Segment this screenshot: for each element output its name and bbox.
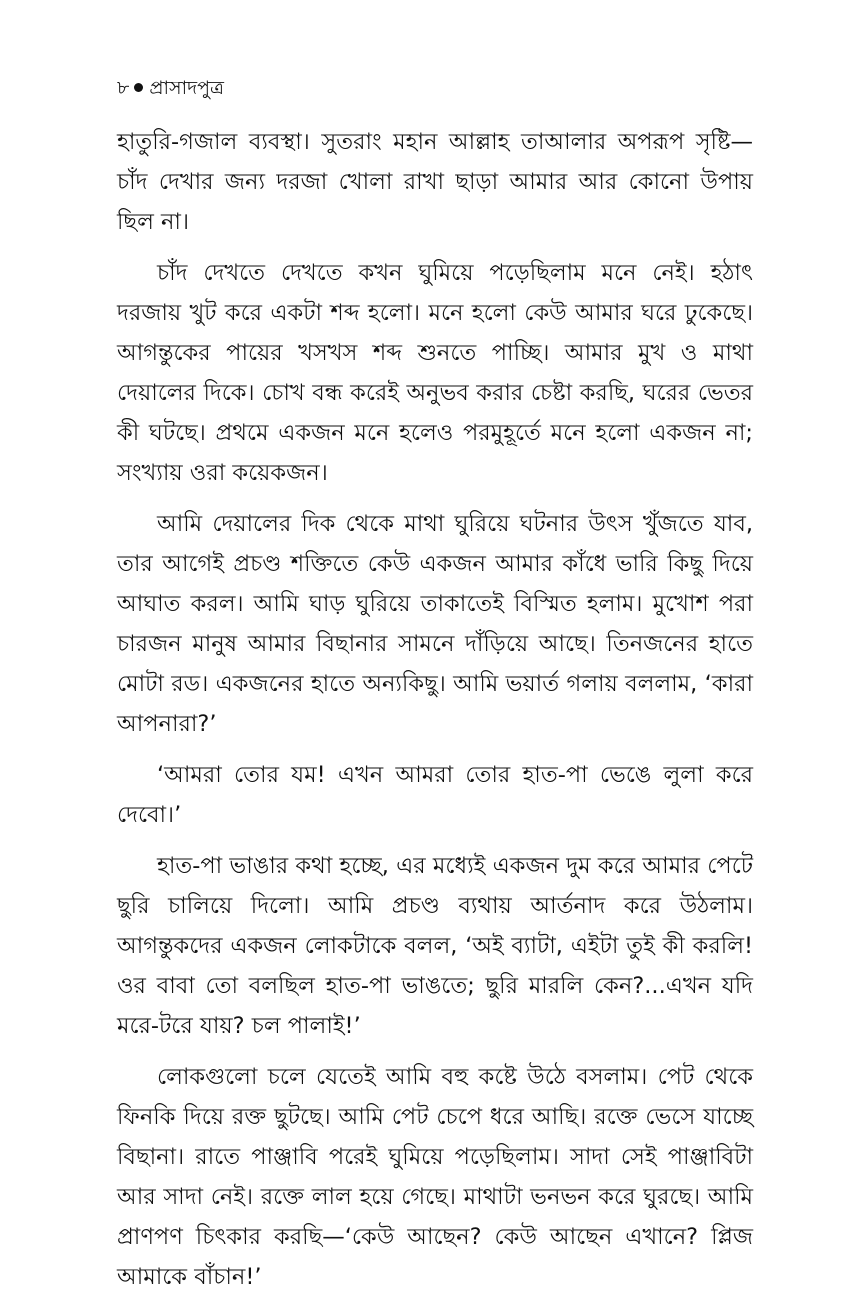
book-title: প্রাসাদপুত্র bbox=[149, 77, 224, 99]
running-head bbox=[117, 74, 224, 102]
paragraph: লোকগুলো চলে যেতেই আমি বহু কষ্টে উঠে বসলাম। পেট থেকে ফিনকি দিয়ে রক্ত ছুটছে। আমি পেট চেপে ধরে আছি। রক্তে ভেসে যাচ্ছে বিছানা। রাতে পাঞ্জাবি পরেই ঘুমিয়ে পড়েছিলাম। সাদা সেই পাঞ্জাবিটা আর সাদা নেই। রক্তে লাল হয়ে গেছে। মাথাটা ভনভন করে ঘুরছে। আমি প্রাণপণ চিৎকার করছি—‘কেউ আছেন? কেউ আছেন এখানে? প্লিজ আমাকে বাঁচান!’ bbox=[117, 1064, 753, 1290]
paragraph: হাত-পা ভাঙার কথা হচ্ছে, এর মধ্যেই একজন দুম করে আমার পেটে ছুরি চালিয়ে দিলো। আমি প্রচণ্ড ব্যথায় আর্তনাদ করে উঠলাম। আগন্তুকদের একজন লোকটাকে বলল, ‘অই ব্যাটা, এইটা তুই কী করলি! ওর বাবা তো বলছিল হাত-পা ভাঙতে; ছুরি মারলি কেন?...এখন যদি মরে-টরে যায়? চল পালাই!’ bbox=[117, 853, 753, 1039]
paragraph: আমি দেয়ালের দিক থেকে মাথা ঘুরিয়ে ঘটনার উৎস খুঁজতে যাব, তার আগেই প্রচণ্ড শক্তিতে কেউ একজন আমার কাঁধে ভারি কিছু দিয়ে আঘাত করল। আমি ঘাড় ঘুরিয়ে তাকাতেই বিস্মিত হলাম। মুখোশ পরা চারজন মানুষ আমার বিছানার সামনে দাঁড়িয়ে আছে। তিনজনের হাতে মোটা রড। একজনের হাতে অন্যকিছু। আমি ভয়ার্ত গলায় বললাম, ‘কারা আপনারা?’ bbox=[117, 511, 753, 737]
paragraph: হাতুরি-গজাল ব্যবস্থা। সুতরাং মহান আল্লাহ তাআলার অপরূপ সৃষ্টি—চাঁদ দেখার জন্য দরজা খোলা রাখা ছাড়া আমার আর কোনো উপায় ছিল না। bbox=[117, 129, 753, 235]
page-number: ৮ bbox=[117, 77, 130, 99]
bullet-icon bbox=[134, 83, 143, 92]
paragraph: ‘আমরা তোর যম! এখন আমরা তোর হাত-পা ভেঙে লুলা করে দেবো।’ bbox=[117, 762, 753, 828]
body-text bbox=[117, 122, 753, 1308]
paragraph: চাঁদ দেখতে দেখতে কখন ঘুমিয়ে পড়েছিলাম মনে নেই। হঠাৎ দরজায় খুট করে একটা শব্দ হলো। মনে হলো কেউ আমার ঘরে ঢুকেছে। আগন্তুকের পায়ের খসখস শব্দ শুনতে পাচ্ছি। আমার মুখ ও মাথা দেয়ালের দিকে। চোখ বন্ধ করেই অনুভব করার চেষ্টা করছি, ঘরের ভেতর কী ঘটছে। প্রথমে একজন মনে হলেও পরমুহূর্তে মনে হলো একজন না; সংখ্যায় ওরা কয়েকজন। bbox=[117, 260, 753, 486]
